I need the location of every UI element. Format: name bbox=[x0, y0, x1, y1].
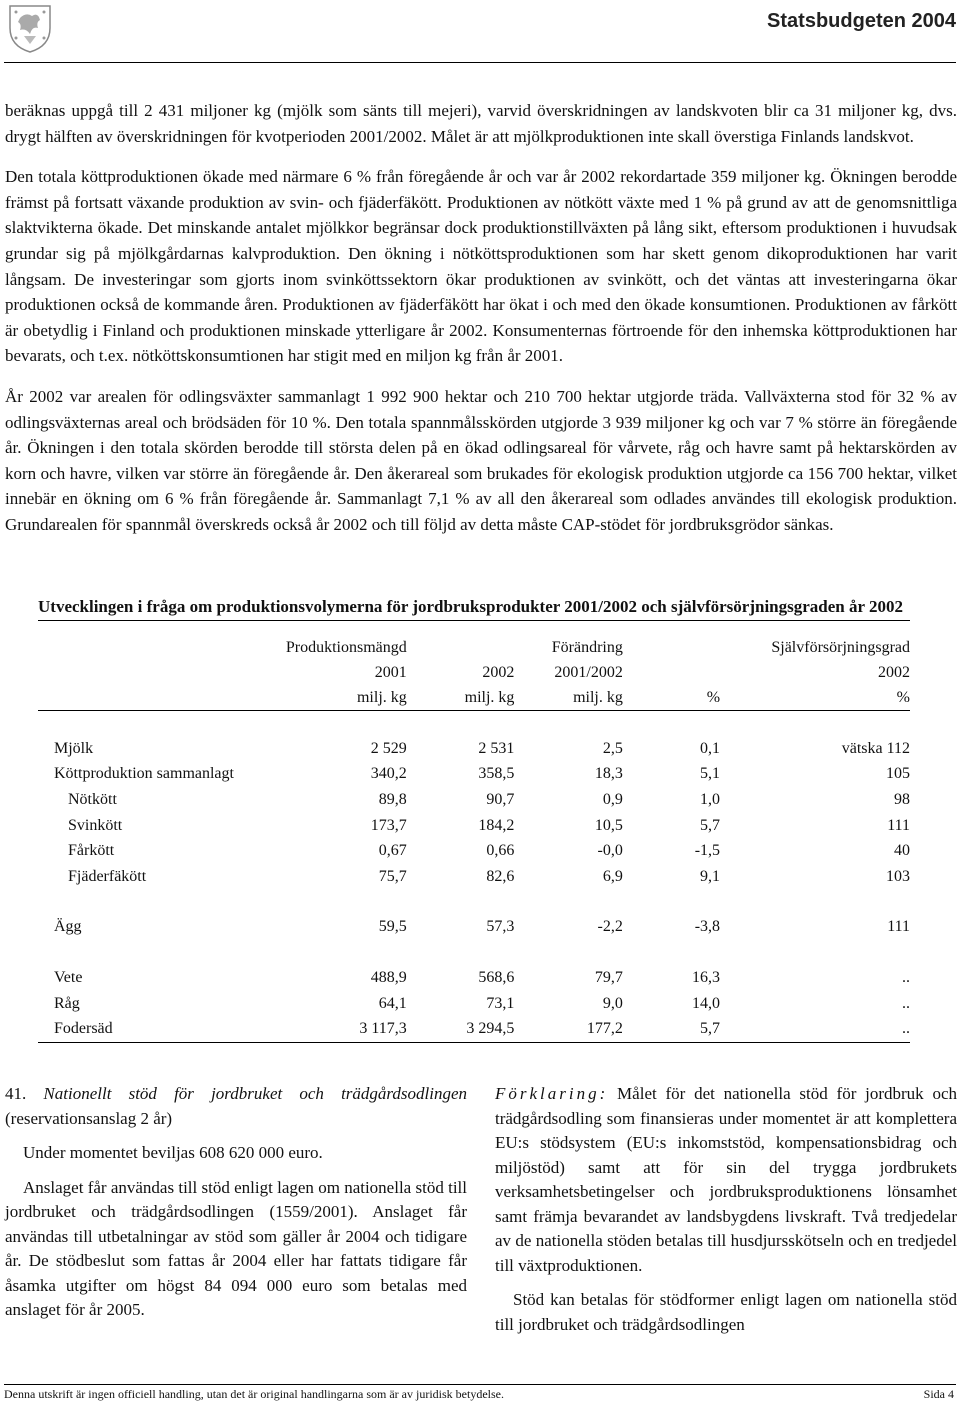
cell-self-sufficiency: 111 bbox=[887, 816, 910, 834]
grant-usage: Anslaget får användas till stöd enligt lagen om nationella stöd till jordbruket och trädgårdsodlingen (1559/2001). Anslaget får användas till utbetalningar av stöd som gäller år 2004 och tidigare år. De stödbeslut som fattas år 2004 eller har fattats tidigare får åsamka utgifter om högst 84 094 000 euro som betalas med anslaget för år 2005. bbox=[5, 1177, 467, 1319]
cell-2001: 0,67 bbox=[378, 842, 407, 860]
cell-2002: 0,66 bbox=[486, 842, 515, 860]
cell-2001: 2 529 bbox=[370, 739, 407, 757]
cell-percent: 1,0 bbox=[700, 790, 721, 808]
cell-2002: 82,6 bbox=[486, 867, 515, 885]
cell-self-sufficiency: 103 bbox=[886, 867, 910, 885]
header-year: 2002 bbox=[878, 663, 910, 681]
explanation-label: Förklaring: bbox=[495, 1084, 609, 1103]
row-label: Svinkött bbox=[68, 816, 123, 834]
table-row bbox=[38, 991, 910, 1017]
cell-2001: 59,5 bbox=[378, 918, 407, 936]
cell-self-sufficiency: vätska 112 bbox=[841, 739, 910, 757]
paragraph-meat: Den totala köttproduktionen ökade med närmare 6 % från föregående år och var år 2002 rekordartade 359 miljoner kg. Ökningen berodde främst på fortsatt växande produktion av svin- och fjäderfäkött. Produktionen av nötkött växte med 1 % på grund av att de genomsnittliga slaktvikterna ökade. Det minskande antalet mjölkkor begränsar dock produktionstillväxten på lång sikt, eftersom produktionen i huvudsak grundar sig på mjölkgårdarnas kalvproduktion. Den ökning i nötköttsproduktionen som har skett genom dikoproduktionen har varit långsam. De investeringar som gjorts inom svinköttssektorn ökar produktionen av svinkött, och det väntas att investeringarna ökar produktionen också de kommande åren. Produktionen av fjäderfäkött har ökat i och med den ökade konsumtionen. Produktionen av fårkött är obetydlig i Finland och produktionen minskade ytterligare år 2002. Konsumenternas förtroende för den inhemska köttproduktionen har bevarats, och t.ex. nötköttskonsumtionen har stigit med en miljon kg från år 2001. bbox=[5, 167, 957, 366]
cell-change: 177,2 bbox=[514, 1016, 622, 1043]
cell-self-sufficiency: .. bbox=[902, 994, 910, 1012]
table-row bbox=[38, 864, 910, 890]
moment-heading bbox=[5, 1082, 467, 1131]
cell-2002: 73,1 bbox=[486, 994, 515, 1012]
cell-2001: 64,1 bbox=[378, 994, 407, 1012]
row-label: Nötkött bbox=[68, 790, 117, 808]
production-table bbox=[38, 635, 910, 1043]
cell-self-sufficiency: .. bbox=[902, 968, 910, 986]
table-row bbox=[38, 1016, 910, 1043]
cell-percent: -3,8 bbox=[694, 918, 721, 936]
cell-self-sufficiency: 105 bbox=[886, 765, 910, 783]
explanation-paragraph bbox=[495, 1082, 957, 1278]
cell-percent: 5,7 bbox=[700, 816, 721, 834]
cell-2001: 173,7 bbox=[370, 816, 407, 834]
footer-divider bbox=[4, 1384, 956, 1385]
header-period: 2001/2002 bbox=[554, 663, 623, 681]
explanation-text: Målet för det nationella stöd för jordbruk och trädgårdsodling som finansieras under momentet är att komplettera EU:s stödsystem (EU:s inkomststöd, kompensationsbidrag och miljöstöd) samt att för sin del trygga jordbrukets verksamhetsbetingelser och jordbruksproduktionens lönsamhet samt främja bevarandet av landsbygdens livskraft. Två tredjedelar av de nationella stöden betalas till husdjursskötseln och en tredjedel till växtproduktionen. bbox=[495, 1084, 957, 1275]
cell-change: 10,5 bbox=[594, 816, 623, 834]
body-text bbox=[5, 98, 957, 553]
table-row bbox=[38, 736, 910, 762]
table-header-row bbox=[38, 685, 910, 711]
header-unit: milj. kg bbox=[286, 685, 407, 711]
header-divider bbox=[4, 62, 956, 63]
row-label: Vete bbox=[54, 968, 83, 986]
table-title: Utvecklingen i fråga om produktionsvolymerna för jordbruksprodukter 2001/2002 och självförsörjningsgraden år 2002 bbox=[38, 597, 903, 616]
table-row bbox=[38, 915, 910, 941]
row-label: Mjölk bbox=[54, 739, 94, 757]
production-table-section bbox=[38, 596, 910, 1043]
cell-change: -2,2 bbox=[597, 918, 623, 936]
row-label: Köttproduktion sammanlagt bbox=[54, 765, 234, 783]
footer-disclaimer: Denna utskrift är ingen officiell handling, utan det är original handlingarna som är av juridisk betydelse. bbox=[4, 1387, 504, 1401]
table-header-row bbox=[38, 660, 910, 685]
header-change: Förändring bbox=[551, 638, 623, 656]
cell-self-sufficiency: 98 bbox=[894, 790, 910, 808]
page-header bbox=[0, 0, 960, 70]
cell-percent: 14,0 bbox=[692, 994, 721, 1012]
cell-change: 79,7 bbox=[594, 968, 623, 986]
header-unit: milj. kg bbox=[407, 685, 515, 711]
cell-percent: 0,1 bbox=[700, 739, 721, 757]
cell-2002: 184,2 bbox=[478, 816, 515, 834]
row-label: Fodersäd bbox=[38, 1016, 286, 1043]
table-row bbox=[38, 762, 910, 788]
cell-2002: 57,3 bbox=[486, 918, 515, 936]
cell-2002: 2 531 bbox=[478, 739, 515, 757]
cell-2002: 358,5 bbox=[478, 765, 515, 783]
header-self-sufficiency: Självförsörjningsgrad bbox=[771, 638, 910, 656]
moment-title: Nationellt stöd för jordbruket och trädgårdsodlingen bbox=[43, 1084, 468, 1103]
support-forms: Stöd kan betalas för stödformer enligt lagen om nationella stöd till jordbruket och trädgårdsodlingen bbox=[495, 1290, 957, 1334]
cell-2001: 3 117,3 bbox=[286, 1016, 407, 1043]
row-label: Råg bbox=[54, 994, 80, 1012]
page-number: Sida 4 bbox=[923, 1387, 954, 1401]
cell-2002: 568,6 bbox=[478, 968, 515, 986]
document-title: Statsbudgeten 2004 bbox=[767, 10, 956, 32]
cell-2001: 340,2 bbox=[370, 765, 407, 783]
cell-2002: 3 294,5 bbox=[407, 1016, 515, 1043]
cell-2002: 90,7 bbox=[486, 790, 515, 808]
table-title-rule bbox=[38, 620, 910, 621]
row-label: Fjäderfäkött bbox=[68, 867, 147, 885]
header-unit: % bbox=[720, 685, 910, 711]
table-row bbox=[38, 813, 910, 839]
moment-appropriation-type: (reservationsanslag 2 år) bbox=[5, 1108, 173, 1128]
header-year: 2002 bbox=[482, 663, 515, 681]
cell-change: 2,5 bbox=[602, 739, 623, 757]
table-row bbox=[38, 965, 910, 991]
cell-percent: 16,3 bbox=[692, 968, 721, 986]
header-production: Produktionsmängd bbox=[285, 638, 407, 656]
table-header-row bbox=[38, 635, 910, 660]
cell-change: 0,9 bbox=[602, 790, 623, 808]
cell-percent: 5,7 bbox=[623, 1016, 720, 1043]
header-unit: % bbox=[623, 685, 720, 711]
header-unit: milj. kg bbox=[514, 685, 622, 711]
cell-change: 9,0 bbox=[602, 994, 623, 1012]
cell-2001: 488,9 bbox=[370, 968, 407, 986]
table-row bbox=[38, 787, 910, 813]
cell-self-sufficiency: 111 bbox=[887, 918, 910, 936]
cell-self-sufficiency: .. bbox=[720, 1016, 910, 1043]
cell-percent: 5,1 bbox=[700, 765, 721, 783]
cell-percent: -1,5 bbox=[694, 842, 721, 860]
cell-2001: 75,7 bbox=[378, 867, 407, 885]
header-year: 2001 bbox=[374, 663, 407, 681]
left-column bbox=[5, 1082, 467, 1333]
coat-of-arms-logo bbox=[6, 2, 54, 54]
cell-change: 18,3 bbox=[594, 765, 623, 783]
cell-self-sufficiency: 40 bbox=[894, 842, 910, 860]
paragraph-milk: beräknas uppgå till 2 431 miljoner kg (mjölk som sänts till mejeri), varvid överskridningen av landskvoten blir ca 31 miljoner kg, dvs. drygt hälften av överskridningen för kvotperioden 2001/2002. Målet är att mjölkproduktionen inte skall överstiga Finlands landskvot. bbox=[5, 101, 957, 146]
grant-amount: Under momentet beviljas 608 620 000 euro. bbox=[23, 1143, 323, 1162]
row-label: Fårkött bbox=[68, 842, 115, 860]
cell-percent: 9,1 bbox=[700, 867, 721, 885]
cell-2001: 89,8 bbox=[378, 790, 407, 808]
paragraph-crops: År 2002 var arealen för odlingsväxter sammanlagt 1 992 900 hektar och 210 700 hektar utgjorde träda. Vallväxterna stod för 32 % av odlingsväxternas areal och brödsäden för 10 %. Den totala spannmålsskörden utgjorde 3 939 miljoner kg och var 7 % större än föregående år. Ökningen i den totala skörden berodde till största delen på en ökad odlingsareal för vårvete, råg och havre samt på hektarskörden av korn och havre, vilken var större än föregående år. Den åkerareal som brukades för ekologisk produktion utgjorde ca 156 700 hektar, vilket innebär en ökning om 6 % från föregående år. Sammanlagt 7,1 % av all den åkerareal som odlades användes till ekologisk produktion. Grundarealen för spannmål överskreds också år 2002 och till följd av detta måste CAP-stödet för jordbruksgrödor sänkas. bbox=[5, 386, 957, 534]
moment-number: 41. bbox=[5, 1084, 27, 1103]
right-column bbox=[495, 1082, 957, 1347]
row-label: Ägg bbox=[54, 918, 82, 936]
table-row bbox=[38, 838, 910, 864]
cell-change: -0,0 bbox=[597, 842, 623, 860]
cell-change: 6,9 bbox=[602, 867, 623, 885]
